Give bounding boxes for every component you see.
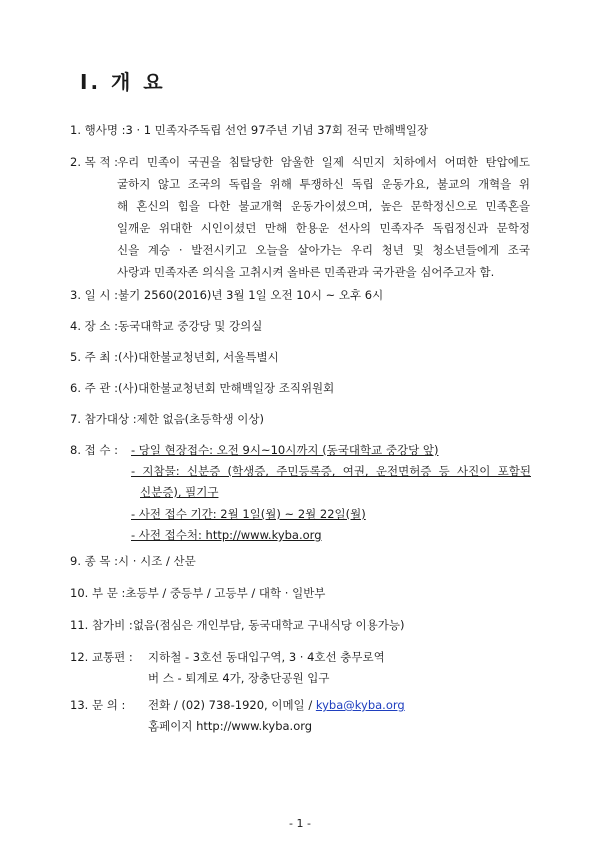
item-date — [70, 284, 540, 306]
item-label: 9. 종 목 : — [70, 554, 119, 568]
item-organizer — [70, 377, 540, 399]
item-label: 10. 부 문 : — [70, 586, 126, 600]
item-value: 3 · 1 민족자주독립 선언 97주년 기념 37회 전국 만해백일장 — [125, 123, 429, 137]
transport-subway: 지하철 - 3호선 동대입구역, 3 · 4호선 충무로역 — [148, 650, 385, 664]
purpose-line: 사랑과 민족자존 의식을 고취시켜 올바른 민족관과 국가관을 심어주고자 함. — [117, 265, 495, 279]
item-label: 3. 일 시 : — [70, 288, 119, 302]
item-value: 없음(점심은 개인부담, 동국대학교 구내식당 이용가능) — [132, 618, 405, 632]
item-eligibility — [70, 408, 540, 430]
item-label: 7. 참가대상 : — [70, 412, 137, 426]
item-value: 제한 없음(초등학생 이상) — [136, 412, 264, 426]
item-value: 초등부 / 중등부 / 고등부 / 대학 · 일반부 — [125, 586, 326, 600]
item-label: 2. 목 적 : — [70, 155, 119, 169]
registration-onsite: - 당일 현장접수: 오전 9시~10시까지 (동국대학교 중강당 앞) — [131, 443, 439, 457]
item-value: 동국대학교 중강당 및 강의실 — [118, 319, 263, 333]
transport-bus: 버 스 - 퇴계로 4가, 장충단공원 입구 — [148, 671, 330, 685]
item-host — [70, 346, 540, 368]
contact-phone-email — [148, 694, 405, 716]
registration-period: - 사전 접수 기간: 2월 1일(월) ~ 2월 22일(월) — [131, 507, 366, 521]
item-label: 11. 참가비 : — [70, 618, 133, 632]
item-fee — [70, 614, 540, 636]
item-label: 8. 접 수 : — [70, 443, 119, 457]
registration-site: - 사전 접수처: http://www.kyba.org — [131, 528, 322, 542]
item-purpose-text — [117, 151, 530, 283]
purpose-line: 일깨운 위대한 시인이셨던 만해 한용운 선사의 민족자주 독립정신과 문학정 — [117, 221, 530, 235]
purpose-line: 신을 계승 · 발전시키고 오늘을 살아가는 우리 청년 및 청소년들에게 조국 — [117, 243, 530, 257]
item-value: (사)대한불교청년회, 서울특별시 — [118, 350, 279, 364]
purpose-line: 굴하지 않고 조국의 독립을 위해 투쟁하신 독립 운동가요, 불교의 개혁을 위 — [117, 177, 530, 191]
item-label: 4. 장 소 : — [70, 319, 119, 333]
section-heading: Ⅰ. 개 요 — [80, 70, 166, 94]
contact-homepage: 홈페이지 http://www.kyba.org — [148, 719, 313, 733]
item-value: (사)대한불교청년회 만해백일장 조직위원회 — [118, 381, 335, 395]
item-venue — [70, 315, 540, 337]
purpose-line: 해 혼신의 힘을 다한 불교개혁 운동가이셨으며, 높은 문학정신으로 민족혼을 — [117, 199, 530, 213]
item-label: 12. 교통편 : — [70, 650, 133, 664]
email-link[interactable]: kyba@kyba.org — [315, 698, 405, 712]
item-value: 시 · 시조 / 산문 — [118, 554, 196, 568]
item-label: 13. 문 의 : — [70, 698, 126, 712]
item-label: 6. 주 관 : — [70, 381, 119, 395]
page-number: - 1 - — [289, 817, 311, 830]
registration-items-cont: 신분증), 필기구 — [140, 485, 219, 499]
item-value: 불기 2560(2016)년 3월 1일 오전 10시 ~ 오후 6시 — [118, 288, 384, 302]
item-divisions — [70, 582, 540, 604]
item-label: 5. 주 최 : — [70, 350, 119, 364]
registration-items: - 지참물: 신분증 (학생증, 주민등록증, 여권, 운전면허증 등 사진이 포함된 — [131, 464, 531, 478]
purpose-line: 우리 민족이 국권을 침탈당한 암울한 일제 식민지 치하에서 어떠한 탄압에도 — [117, 155, 530, 169]
item-event-name — [70, 119, 540, 141]
item-label: 1. 행사명 : — [70, 123, 126, 137]
contact-phone: 전화 / (02) 738-1920, 이메일 / — [148, 698, 316, 712]
item-categories — [70, 550, 540, 572]
